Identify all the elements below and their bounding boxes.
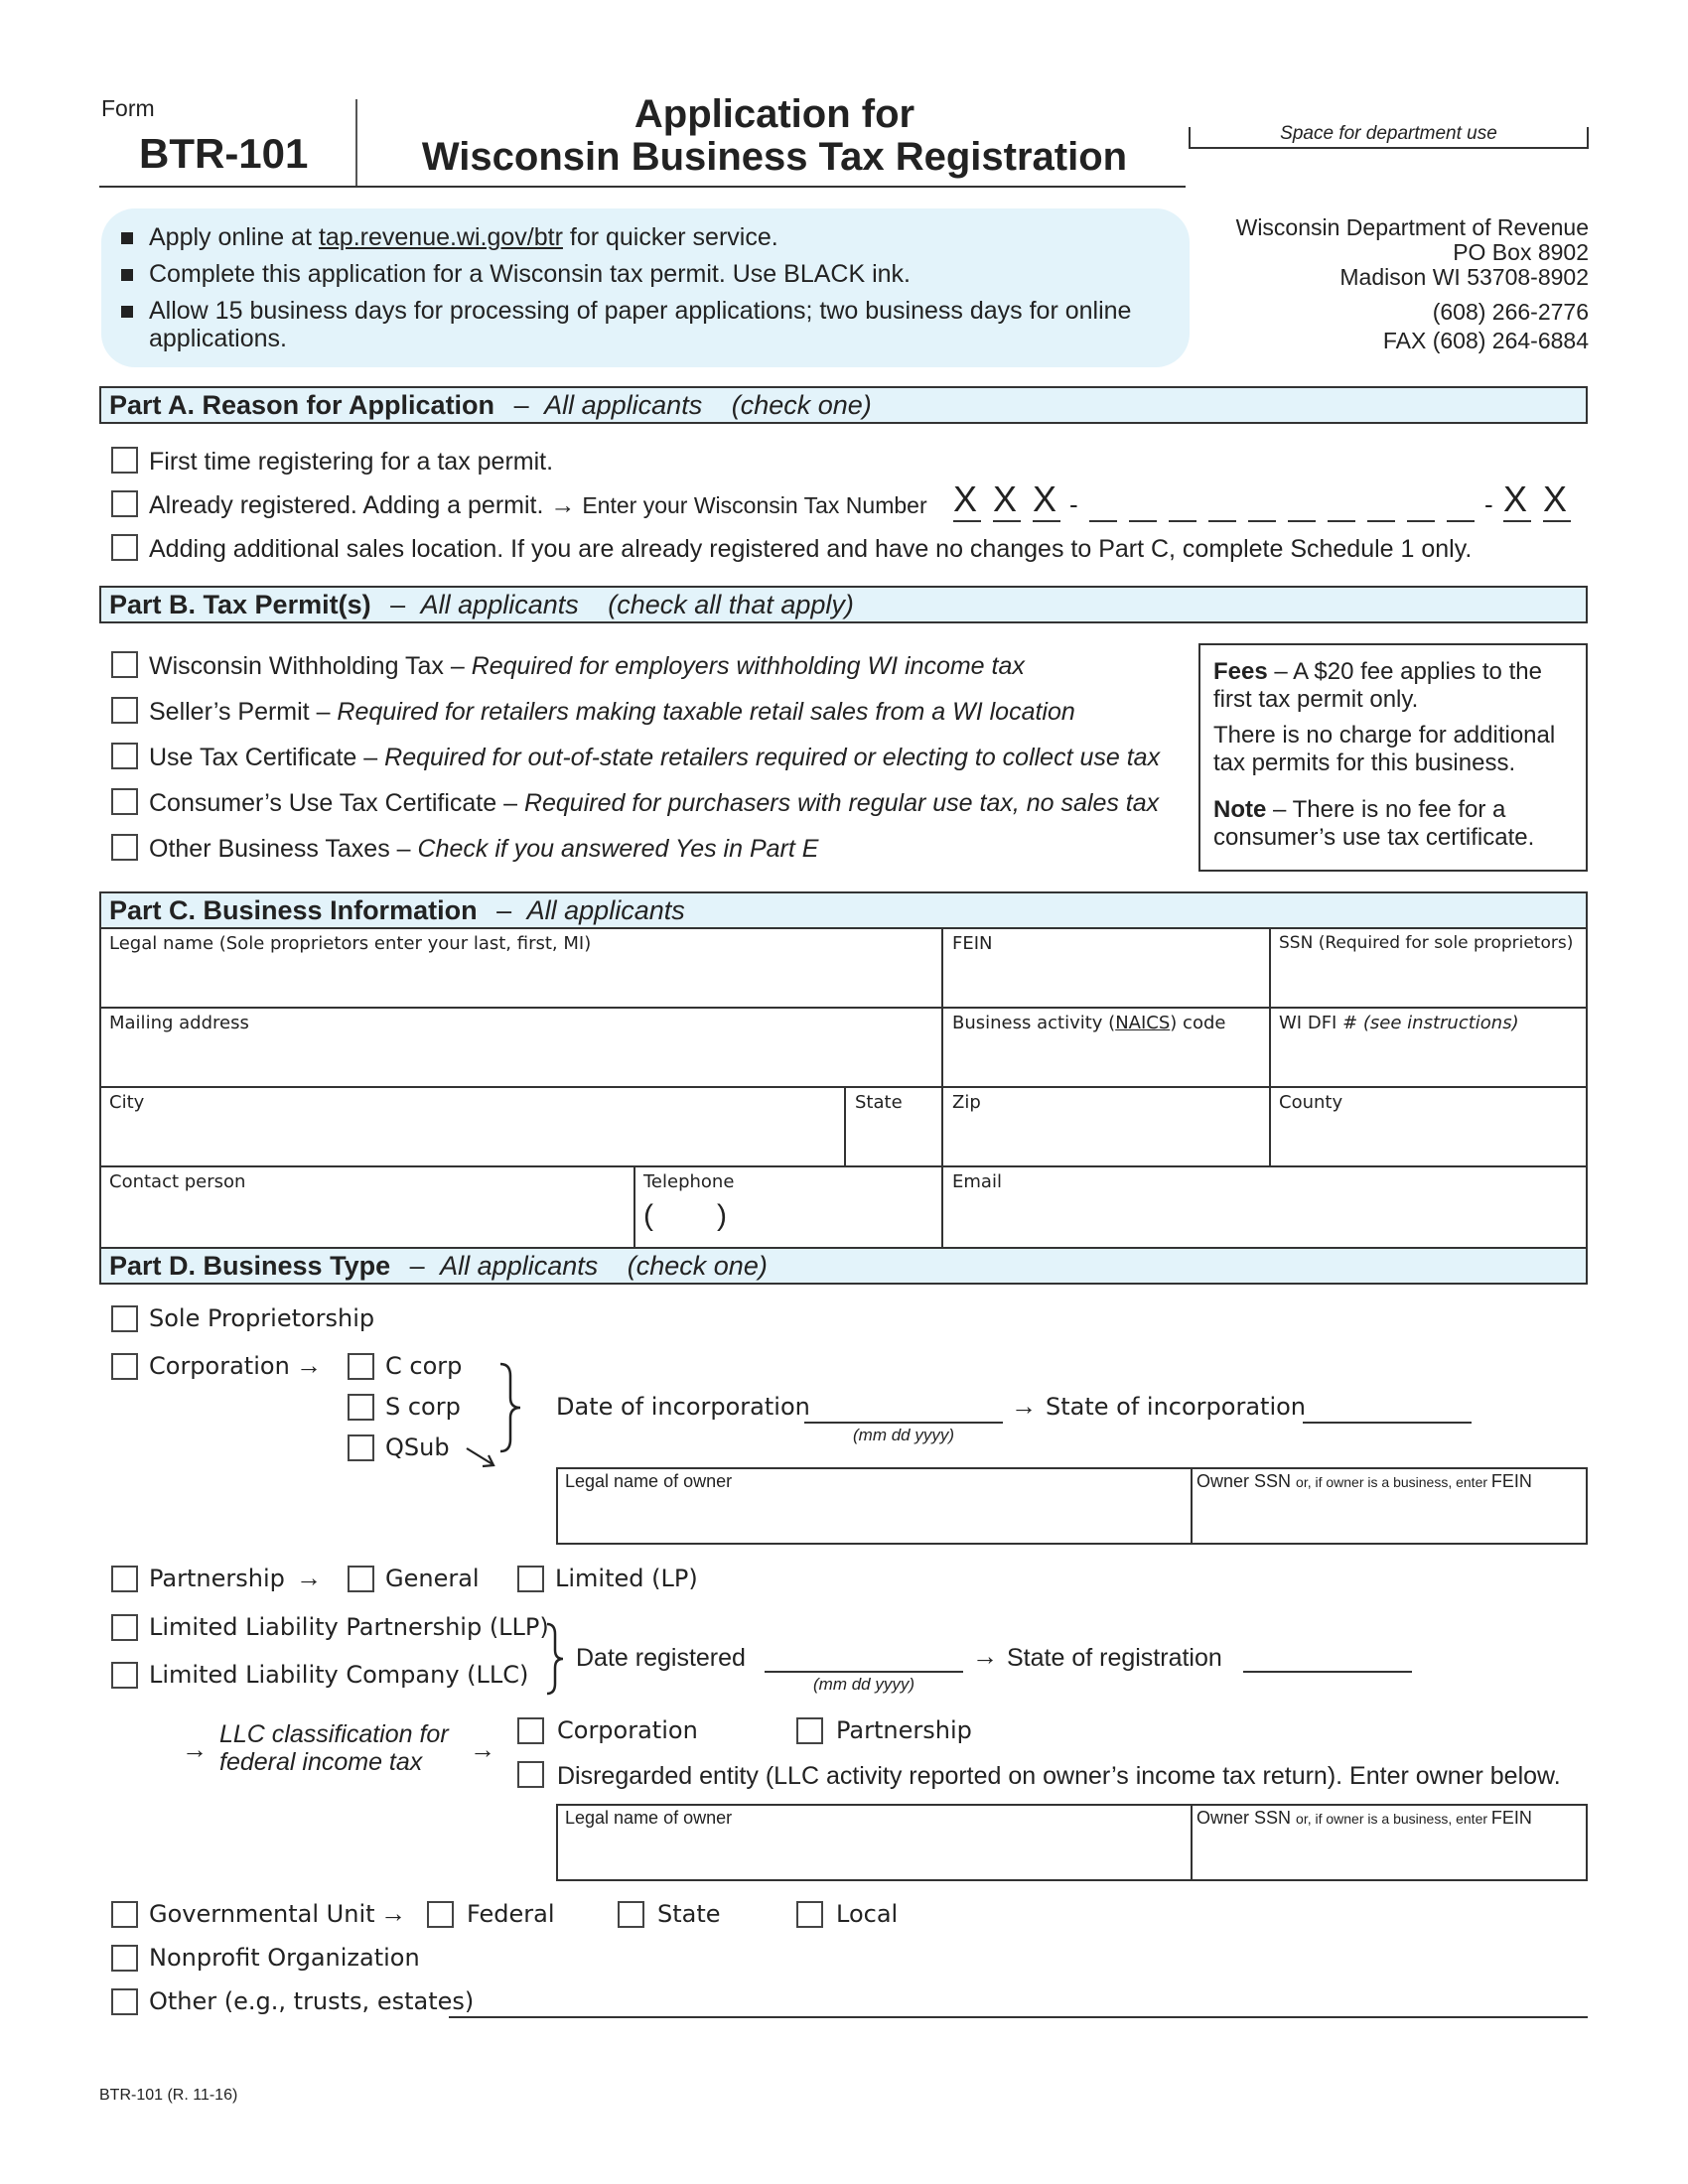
llp-label: Limited Liability Partnership (LLP) xyxy=(149,1613,549,1641)
state-gov-label: State xyxy=(657,1900,721,1928)
date-of-incorporation-label: Date of incorporation xyxy=(556,1393,810,1421)
fees-text: – A $20 fee applies to the xyxy=(1267,658,1542,685)
city-field[interactable] xyxy=(101,1088,844,1165)
tax-number-x4: X xyxy=(1503,478,1528,519)
s-corp-checkbox[interactable] xyxy=(348,1394,374,1421)
other-taxes-label xyxy=(149,835,818,864)
corp-owner-ssn-label xyxy=(1196,1471,1532,1492)
c-corp-checkbox[interactable] xyxy=(348,1353,374,1380)
tax-slot-x4 xyxy=(1503,520,1531,522)
bullet-2 xyxy=(121,269,133,281)
mailing-address-label: Mailing address xyxy=(109,1013,249,1033)
dept-pobox: PO Box 8902 xyxy=(1453,239,1589,265)
local-checkbox[interactable] xyxy=(796,1901,823,1928)
governmental-unit-label: Governmental Unit xyxy=(149,1900,375,1928)
other-type-checkbox[interactable] xyxy=(111,1988,138,2015)
part-c-dash: – xyxy=(496,895,512,925)
federal-checkbox[interactable] xyxy=(427,1901,454,1928)
state-gov-checkbox[interactable] xyxy=(618,1901,644,1928)
dfi-label xyxy=(1279,1013,1519,1033)
sellers-permit-checkbox[interactable] xyxy=(111,697,138,724)
tax-number-x3: X xyxy=(1033,478,1057,519)
sellers-permit-sep: – xyxy=(309,698,338,726)
use-tax-desc: Required for out-of-state retailers required or electing to collect use tax xyxy=(384,744,1161,771)
partnership-arrow-icon: → xyxy=(296,1563,322,1592)
corporation-label: Corporation xyxy=(149,1352,290,1380)
corp-owner-ssn-a: Owner SSN xyxy=(1196,1471,1297,1491)
s-corp-label: S corp xyxy=(385,1393,461,1421)
part-b-subtitle: All applicants xyxy=(420,590,579,619)
tax-number-input[interactable] xyxy=(1089,490,1477,522)
date-registered-format: (mm dd yyyy) xyxy=(813,1675,914,1694)
naics-prefix: Business activity ( xyxy=(952,1013,1116,1033)
instruction-processing-line2: applications. xyxy=(149,325,287,352)
consumers-use-tax-desc: Required for purchasers with regular use tax, no sales tax xyxy=(523,789,1160,817)
dfi-prefix: WI DFI # xyxy=(1279,1013,1363,1033)
instruction-ink: Complete this application for a Wisconsin tax permit. Use BLACK ink. xyxy=(149,260,911,288)
form-revision: BTR-101 (R. 11-16) xyxy=(99,2087,238,2104)
ssn-label-prefix: SSN ( xyxy=(1279,933,1326,953)
already-registered-text: Already registered. Adding a permit. xyxy=(149,491,544,519)
additional-location-label: Adding additional sales location. If you are already registered and have no changes to Part C, complete Schedule 1 only. xyxy=(149,535,1473,563)
limited-lp-checkbox[interactable] xyxy=(517,1566,544,1592)
dept-name: Wisconsin Department of Revenue xyxy=(1235,214,1589,240)
llc-brace-icon xyxy=(544,1622,568,1696)
nocharge-line1: There is no charge for additional xyxy=(1213,722,1556,749)
dept-fax: FAX (608) 264-6884 xyxy=(1382,328,1589,353)
state-inc-arrow-icon: → xyxy=(1011,1391,1037,1421)
department-use-label: Space for department use xyxy=(1280,123,1497,144)
email-field[interactable] xyxy=(943,1167,1586,1247)
form-number: BTR-101 xyxy=(139,130,309,177)
nocharge-line2: tax permits for this business. xyxy=(1213,750,1516,776)
naics-link[interactable]: NAICS xyxy=(1115,1013,1171,1033)
arrow-icon: → xyxy=(550,491,576,519)
llc-classification-line2: federal income tax xyxy=(219,1748,423,1776)
partnership-checkbox[interactable] xyxy=(111,1566,138,1592)
county-label: County xyxy=(1279,1092,1343,1113)
use-tax-label xyxy=(149,744,1160,772)
naics-suffix: ) code xyxy=(1170,1013,1226,1033)
llc-owner-ssn-label xyxy=(1196,1808,1532,1829)
part-a-subtitle: All applicants xyxy=(544,390,703,420)
llc-checkbox[interactable] xyxy=(111,1662,138,1689)
gov-arrow-icon: → xyxy=(380,1898,406,1928)
additional-location-checkbox[interactable] xyxy=(111,534,138,561)
instruction-processing-line1: Allow 15 business days for processing of paper applications; two business days for online xyxy=(149,297,1132,325)
tax-number-x1: X xyxy=(953,478,978,519)
sole-proprietorship-checkbox[interactable] xyxy=(111,1305,138,1332)
corporation-checkbox[interactable] xyxy=(111,1353,138,1380)
date-registered-label: Date registered xyxy=(576,1644,746,1672)
part-a-dash: – xyxy=(513,390,529,420)
date-of-incorporation-input[interactable] xyxy=(804,1422,1003,1424)
tax-number-x5: X xyxy=(1543,478,1568,519)
llp-checkbox[interactable] xyxy=(111,1614,138,1641)
part-a-title: Part A. Reason for Application xyxy=(109,390,495,420)
qsub-label: QSub xyxy=(385,1433,450,1461)
withholding-sep: – xyxy=(443,652,472,680)
state-of-registration-input[interactable] xyxy=(1243,1671,1412,1673)
part-b-header xyxy=(99,586,1588,623)
tax-slot-x5 xyxy=(1543,520,1571,522)
other-taxes-desc: Check if you answered Yes in Part E xyxy=(417,835,819,863)
part-c-subtitle: All applicants xyxy=(526,895,685,925)
dept-phone: (608) 266-2776 xyxy=(1432,299,1589,325)
consumers-use-tax-checkbox[interactable] xyxy=(111,788,138,815)
tax-number-dash-1: - xyxy=(1069,489,1078,519)
llc-owner-ssn-a: Owner SSN xyxy=(1196,1808,1297,1828)
llc-corporation-label: Corporation xyxy=(557,1716,698,1744)
part-b-title: Part B. Tax Permit(s) xyxy=(109,590,371,619)
part-c-title: Part C. Business Information xyxy=(109,895,478,925)
online-link[interactable]: tap.revenue.wi.gov/btr xyxy=(318,223,563,251)
form-title-line1: Application for xyxy=(633,92,915,136)
llc-owner-name-label: Legal name of owner xyxy=(565,1808,733,1828)
sole-proprietorship-label: Sole Proprietorship xyxy=(149,1304,375,1332)
form-title-line2: Wisconsin Business Tax Registration xyxy=(421,135,1128,179)
tax-slot-x3 xyxy=(1033,520,1060,522)
corporation-arrow-icon: → xyxy=(296,1350,322,1380)
corp-owner-ssn-c: FEIN xyxy=(1490,1471,1532,1491)
first-time-checkbox[interactable] xyxy=(111,447,138,474)
instruction-online xyxy=(149,223,778,252)
llc-corporation-checkbox[interactable] xyxy=(517,1717,544,1744)
general-label: General xyxy=(385,1565,480,1592)
other-type-label: Other (e.g., trusts, estates) xyxy=(149,1987,475,2015)
general-checkbox[interactable] xyxy=(348,1566,374,1592)
part-a-check: (check one) xyxy=(731,390,872,420)
part-c-header xyxy=(99,891,1588,929)
withholding-name: Wisconsin Withholding Tax xyxy=(149,652,444,680)
date-registered-input[interactable] xyxy=(765,1671,963,1673)
fees-line2: first tax permit only. xyxy=(1213,686,1419,713)
telephone-label: Telephone xyxy=(643,1171,735,1192)
instruction-online-suffix: for quicker service. xyxy=(562,223,778,251)
contact-person-label: Contact person xyxy=(109,1171,246,1192)
zip-field[interactable] xyxy=(943,1088,1269,1165)
fein-label: FEIN xyxy=(952,933,993,954)
corp-owner-ssn-b: or, if owner is a business, enter xyxy=(1296,1474,1491,1490)
llc-partnership-checkbox[interactable] xyxy=(796,1717,823,1744)
limited-lp-label: Limited (LP) xyxy=(555,1565,698,1592)
already-registered-checkbox[interactable] xyxy=(111,490,138,517)
other-taxes-checkbox[interactable] xyxy=(111,834,138,861)
nonprofit-checkbox[interactable] xyxy=(111,1945,138,1972)
form-label: Form xyxy=(101,95,155,121)
date-of-incorporation-format: (mm dd yyyy) xyxy=(853,1426,954,1444)
bullet-1 xyxy=(121,232,133,244)
part-d-header xyxy=(99,1247,1588,1285)
header-underline xyxy=(99,186,1186,188)
enter-tax-number-label: Enter your Wisconsin Tax Number xyxy=(582,492,927,518)
state-of-registration-label: State of registration xyxy=(1007,1644,1222,1672)
telephone-paren-open: ( xyxy=(643,1199,653,1232)
withholding-checkbox[interactable] xyxy=(111,651,138,678)
tax-slot-x1 xyxy=(953,520,981,522)
telephone-paren-close: ) xyxy=(717,1199,727,1232)
zip-label: Zip xyxy=(952,1092,981,1113)
tax-slot-x2 xyxy=(993,520,1021,522)
sellers-permit-desc: Required for retailers making taxable retail sales from a WI location xyxy=(337,698,1075,726)
c-corp-label: C corp xyxy=(385,1352,463,1380)
state-reg-arrow-icon: → xyxy=(972,1641,998,1671)
dfi-ital: (see instructions) xyxy=(1362,1013,1519,1033)
llc-partnership-label: Partnership xyxy=(836,1716,972,1744)
part-d-subtitle: All applicants xyxy=(440,1251,599,1281)
note-line1 xyxy=(1213,796,1505,824)
tax-number-x2: X xyxy=(993,478,1018,519)
use-tax-checkbox[interactable] xyxy=(111,743,138,769)
disregarded-entity-checkbox[interactable] xyxy=(517,1761,544,1788)
part-d-title: Part D. Business Type xyxy=(109,1251,391,1281)
qsub-checkbox[interactable] xyxy=(348,1434,374,1461)
part-d-dash: – xyxy=(409,1251,425,1281)
state-of-incorporation-label: State of incorporation xyxy=(1046,1393,1307,1421)
city-label: City xyxy=(109,1092,145,1113)
note-bold: Note xyxy=(1213,796,1267,823)
withholding-label xyxy=(149,652,1025,681)
governmental-unit-checkbox[interactable] xyxy=(111,1901,138,1928)
email-label: Email xyxy=(952,1171,1002,1192)
disregarded-entity-label: Disregarded entity (LLC activity reported on owner’s income tax return). Enter owner below. xyxy=(557,1762,1561,1790)
partnership-label: Partnership xyxy=(149,1565,285,1592)
llc-class-arrow-icon: → xyxy=(182,1734,208,1764)
local-label: Local xyxy=(836,1900,899,1928)
llc-owner-ssn-b: or, if owner is a business, enter xyxy=(1296,1811,1491,1827)
fees-line1 xyxy=(1213,658,1542,686)
fees-bold: Fees xyxy=(1213,658,1268,685)
other-type-input[interactable] xyxy=(449,2016,1588,2018)
state-of-incorporation-input[interactable] xyxy=(1303,1422,1472,1424)
ssn-label xyxy=(1279,933,1573,953)
ssn-label-rest: Required for sole proprietors) xyxy=(1325,933,1574,953)
use-tax-name: Use Tax Certificate xyxy=(149,744,357,771)
consumers-use-tax-label xyxy=(149,789,1159,818)
qsub-arrow-icon xyxy=(465,1444,500,1474)
note-line2: consumer’s use tax certificate. xyxy=(1213,824,1535,851)
llc-label: Limited Liability Company (LLC) xyxy=(149,1661,529,1689)
corp-owner-name-label: Legal name of owner xyxy=(565,1471,733,1491)
part-b-dash: – xyxy=(390,590,406,619)
already-registered-label xyxy=(149,491,927,520)
part-d-check: (check one) xyxy=(627,1251,768,1281)
dept-city: Madison WI 53708-8902 xyxy=(1339,264,1589,290)
part-a-header xyxy=(99,386,1588,424)
sellers-permit-name: Seller’s Permit xyxy=(149,698,310,726)
state-label: State xyxy=(855,1092,903,1113)
federal-label: Federal xyxy=(467,1900,555,1928)
note-text: – There is no fee for a xyxy=(1266,796,1506,823)
corp-brace-icon xyxy=(496,1362,526,1453)
naics-label xyxy=(952,1013,1225,1033)
llc-class-arrow2-icon: → xyxy=(470,1734,495,1764)
first-time-label: First time registering for a tax permit. xyxy=(149,448,554,476)
llc-classification-line1: LLC classification for xyxy=(219,1720,449,1748)
llc-owner-ssn-c: FEIN xyxy=(1490,1808,1532,1828)
nonprofit-label: Nonprofit Organization xyxy=(149,1944,420,1972)
bullet-3 xyxy=(121,306,133,318)
sellers-permit-label xyxy=(149,698,1075,727)
part-b-check: (check all that apply) xyxy=(608,590,854,619)
consumers-use-tax-name: Consumer’s Use Tax Certificate xyxy=(149,789,497,817)
consumers-use-tax-sep: – xyxy=(496,789,524,817)
other-taxes-sep: – xyxy=(389,835,418,863)
instruction-online-prefix: Apply online at xyxy=(149,223,319,251)
withholding-desc: Required for employers withholding WI income tax xyxy=(471,652,1025,680)
other-taxes-name: Other Business Taxes xyxy=(149,835,390,863)
tax-number-dash-2: - xyxy=(1484,489,1493,519)
use-tax-sep: – xyxy=(356,744,385,771)
legal-name-label: Legal name (Sole proprietors enter your last, first, MI) xyxy=(109,933,592,954)
